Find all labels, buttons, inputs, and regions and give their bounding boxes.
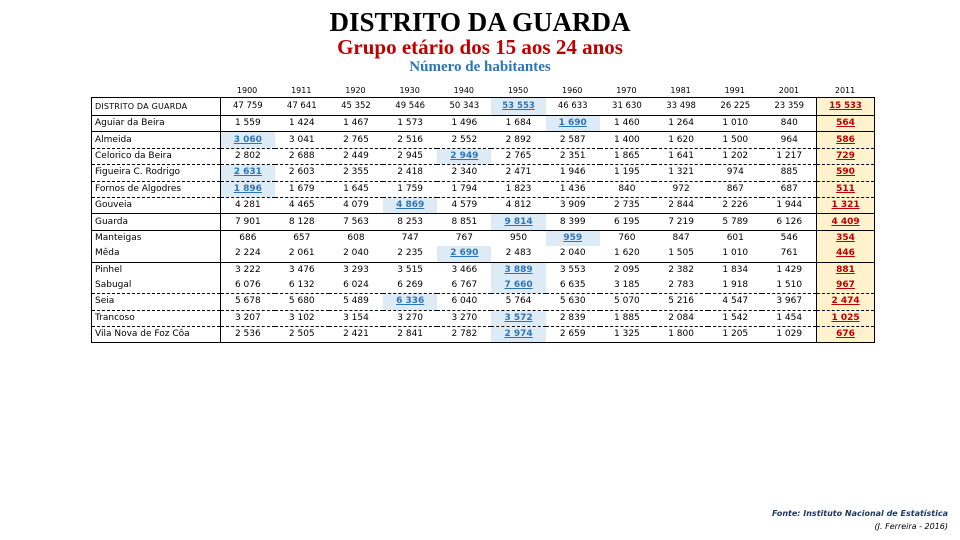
- row-value: 47 759: [221, 98, 275, 116]
- row-value: 840: [600, 181, 654, 197]
- table-row: [92, 327, 875, 343]
- row-value: 6 024: [329, 278, 383, 294]
- row-name: Trancoso: [92, 310, 221, 326]
- row-value: 7 660: [491, 278, 545, 294]
- row-value: 3 967: [762, 294, 816, 310]
- row-value: 5 216: [654, 294, 708, 310]
- row-name: Guarda: [92, 214, 221, 230]
- source-note: [772, 509, 948, 531]
- table-row: [92, 230, 875, 246]
- row-value: 6 126: [762, 214, 816, 230]
- row-value: 1 542: [708, 310, 762, 326]
- row-value: 3 041: [275, 132, 329, 148]
- row-value: 676: [817, 327, 875, 343]
- row-value: 6 040: [437, 294, 491, 310]
- row-value: 1 505: [654, 246, 708, 262]
- row-name: Sabugal: [92, 278, 221, 294]
- row-value: 1 454: [762, 310, 816, 326]
- row-value: 2 839: [546, 310, 600, 326]
- row-value: 2 587: [546, 132, 600, 148]
- row-value: 2 226: [708, 197, 762, 213]
- row-value: 6 076: [221, 278, 275, 294]
- row-value: 3 572: [491, 310, 545, 326]
- row-value: 511: [817, 181, 875, 197]
- row-value: 608: [347, 232, 365, 243]
- row-value: 2 631: [221, 165, 275, 181]
- row-name: Almeida: [92, 132, 221, 148]
- row-value: 761: [762, 246, 816, 262]
- row-value: 31 630: [600, 98, 654, 116]
- row-name: Figueira C. Rodrigo: [92, 165, 221, 181]
- row-value: 6 195: [600, 214, 654, 230]
- row-value: 1 645: [329, 181, 383, 197]
- table-row: [92, 310, 875, 326]
- table-row: [92, 181, 875, 197]
- row-value: 5 680: [275, 294, 329, 310]
- row-value: 2 483: [491, 246, 545, 262]
- row-value: 4 812: [491, 197, 545, 213]
- row-value: 3 270: [383, 310, 437, 326]
- row-value: 2 095: [614, 264, 640, 275]
- year-label: 1930: [399, 86, 420, 95]
- row-value: 1 321: [654, 165, 708, 181]
- year-label: 1970: [616, 86, 637, 95]
- row-value: 15 533: [817, 98, 875, 116]
- row-value: 2 688: [275, 148, 329, 164]
- row-value: 1 205: [708, 327, 762, 343]
- row-value: 49 546: [383, 98, 437, 116]
- row-value: 564: [817, 116, 875, 132]
- row-value: 4 079: [329, 197, 383, 213]
- row-value: 2 945: [383, 148, 437, 164]
- row-value: 1 944: [762, 197, 816, 213]
- row-value: 2 735: [600, 197, 654, 213]
- row-value: 2 782: [437, 327, 491, 343]
- row-value: 1 834: [722, 264, 749, 275]
- row-value: 2 892: [491, 132, 545, 148]
- row-value: 2 841: [383, 327, 437, 343]
- row-value: 847: [672, 232, 690, 243]
- row-value: 2 802: [221, 148, 275, 164]
- row-value: 967: [817, 278, 875, 294]
- row-name: Pinhel: [92, 262, 221, 278]
- row-value: 6 269: [383, 278, 437, 294]
- row-name: Gouveia: [92, 197, 221, 213]
- row-value: 3 476: [288, 264, 315, 275]
- row-value: 4 547: [708, 294, 762, 310]
- row-value: 1 202: [708, 148, 762, 164]
- table-row: [92, 278, 875, 294]
- row-value: 50 343: [437, 98, 491, 116]
- row-value: 2 061: [275, 246, 329, 262]
- row-value: 2 340: [437, 165, 491, 181]
- row-value: 5 630: [546, 294, 600, 310]
- row-value: 1 946: [546, 165, 600, 181]
- year-label: 1911: [291, 86, 312, 95]
- row-value: 1 885: [600, 310, 654, 326]
- row-value: 1 325: [600, 327, 654, 343]
- author-text: (J. Ferreira - 2016): [874, 522, 948, 531]
- table-row: [92, 262, 875, 278]
- row-value: 3 222: [234, 264, 261, 275]
- row-value: 3 293: [343, 264, 369, 275]
- row-value: 1 025: [817, 310, 875, 326]
- row-value: 6 767: [437, 278, 491, 294]
- year-label: 1940: [453, 86, 475, 95]
- row-value: 7 563: [329, 214, 383, 230]
- year-header: [220, 85, 874, 97]
- row-value: 7 901: [221, 214, 275, 230]
- year-label: 2011: [834, 86, 856, 95]
- row-value: 2 040: [329, 246, 383, 262]
- row-value: 6 635: [546, 278, 600, 294]
- table-row: [92, 165, 875, 181]
- row-value: 3 185: [600, 278, 654, 294]
- row-value: 3 102: [275, 310, 329, 326]
- row-value: 5 789: [708, 214, 762, 230]
- table-row: [92, 197, 875, 213]
- row-value: 1 794: [437, 181, 491, 197]
- row-value: 1 690: [546, 116, 600, 132]
- row-value: 1 460: [600, 116, 654, 132]
- row-value: 1 429: [776, 264, 803, 275]
- page-title: DISTRITO DA GUARDA: [329, 7, 631, 37]
- row-value: 2 536: [221, 327, 275, 343]
- row-value: 2 040: [546, 246, 600, 262]
- row-value: 2 974: [491, 327, 545, 343]
- row-value: 8 399: [546, 214, 600, 230]
- row-value: 446: [817, 246, 875, 262]
- row-value: 1 918: [708, 278, 762, 294]
- row-value: 4 869: [383, 197, 437, 213]
- year-label: 1920: [345, 86, 366, 95]
- row-value: 1 641: [654, 148, 708, 164]
- row-value: 1 424: [275, 116, 329, 132]
- row-value: 1 496: [437, 116, 491, 132]
- row-value: 657: [293, 232, 311, 243]
- table-row: [92, 214, 875, 230]
- row-name: DISTRITO DA GUARDA: [92, 98, 221, 116]
- row-name: Vila Nova de Foz Côa: [92, 327, 221, 343]
- table-row: [92, 98, 875, 116]
- row-value: 5 070: [600, 294, 654, 310]
- row-value: 586: [817, 132, 875, 148]
- row-value: 2 421: [329, 327, 383, 343]
- row-value: 1 010: [708, 246, 762, 262]
- row-value: 2 418: [383, 165, 437, 181]
- row-value: 2 382: [668, 264, 694, 275]
- row-value: 974: [708, 165, 762, 181]
- year-label: 1900: [236, 86, 258, 95]
- row-value: 1 500: [708, 132, 762, 148]
- row-value: 46 633: [546, 98, 600, 116]
- row-value: 3 515: [397, 264, 424, 275]
- row-value: 2 351: [546, 148, 600, 164]
- row-value: 23 359: [762, 98, 816, 116]
- row-value: 1 679: [275, 181, 329, 197]
- row-value: 3 909: [546, 197, 600, 213]
- row-value: 33 498: [654, 98, 708, 116]
- row-value: 1 400: [600, 132, 654, 148]
- row-value: 2 471: [491, 165, 545, 181]
- row-value: 2 690: [437, 246, 491, 262]
- row-value: 2 516: [383, 132, 437, 148]
- row-name: Celorico da Beira: [92, 148, 221, 164]
- row-value: 6 132: [275, 278, 329, 294]
- population-table: [91, 97, 875, 343]
- row-value: 2 765: [491, 148, 545, 164]
- row-value: 867: [708, 181, 762, 197]
- row-value: 3 060: [221, 132, 275, 148]
- row-value: 1 573: [383, 116, 437, 132]
- row-value: 2 552: [437, 132, 491, 148]
- row-value: 760: [618, 232, 636, 243]
- row-value: 53 553: [491, 98, 545, 116]
- year-label: 1981: [670, 86, 691, 95]
- row-value: 1 264: [654, 116, 708, 132]
- row-value: 687: [762, 181, 816, 197]
- row-name: Aguiar da Beira: [92, 116, 221, 132]
- row-value: 840: [762, 116, 816, 132]
- row-value: 2 603: [275, 165, 329, 181]
- year-label: 1960: [562, 86, 583, 95]
- row-value: 2 505: [275, 327, 329, 343]
- row-value: 1 823: [491, 181, 545, 197]
- row-value: 47 641: [275, 98, 329, 116]
- row-value: 729: [817, 148, 875, 164]
- year-label: 2001: [778, 86, 800, 95]
- row-value: 964: [762, 132, 816, 148]
- row-value: 747: [401, 232, 419, 243]
- row-value: 1 321: [817, 197, 875, 213]
- row-value: 2 765: [329, 132, 383, 148]
- row-value: 972: [654, 181, 708, 197]
- row-value: 601: [726, 232, 744, 243]
- row-value: 1 759: [383, 181, 437, 197]
- row-value: 1 865: [600, 148, 654, 164]
- row-value: 26 225: [708, 98, 762, 116]
- row-value: 590: [817, 165, 875, 181]
- row-value: 8 253: [383, 214, 437, 230]
- row-value: 686: [239, 232, 257, 243]
- row-value: 1 467: [329, 116, 383, 132]
- row-value: 354: [817, 230, 875, 246]
- row-name: Mêda: [92, 246, 221, 262]
- row-value: 6 336: [383, 294, 437, 310]
- row-value: 881: [817, 262, 875, 278]
- row-value: 767: [455, 232, 473, 243]
- row-value: 1 800: [654, 327, 708, 343]
- row-value: 1 559: [221, 116, 275, 132]
- row-value: 8 128: [275, 214, 329, 230]
- row-name: Manteigas: [92, 230, 221, 246]
- row-value: 2 844: [654, 197, 708, 213]
- row-value: 9 814: [491, 214, 545, 230]
- row-value: 2 949: [437, 148, 491, 164]
- row-value: 45 352: [329, 98, 383, 116]
- row-value: 2 355: [329, 165, 383, 181]
- row-value: 2 224: [221, 246, 275, 262]
- table-row: [92, 116, 875, 132]
- table-body: [92, 98, 875, 343]
- source-text: Fonte: Instituto Nacional de Estatística: [771, 509, 948, 518]
- row-value: 2 659: [546, 327, 600, 343]
- row-name: Seia: [92, 294, 221, 310]
- row-value: 8 851: [437, 214, 491, 230]
- row-value: 546: [780, 232, 798, 243]
- row-value: 4 465: [275, 197, 329, 213]
- row-value: 959: [546, 230, 600, 246]
- row-value: 1 620: [600, 246, 654, 262]
- row-value: 2 084: [654, 310, 708, 326]
- page-subtitle-units: Número de habitantes: [409, 59, 551, 75]
- row-value: 3 207: [221, 310, 275, 326]
- row-value: 3 553: [559, 264, 586, 275]
- row-value: 950: [509, 232, 528, 243]
- row-value: 1 896: [221, 181, 275, 197]
- row-value: 7 219: [654, 214, 708, 230]
- row-value: 2 783: [654, 278, 708, 294]
- table-row: [92, 132, 875, 148]
- row-value: 5 764: [491, 294, 545, 310]
- row-value: 3 154: [329, 310, 383, 326]
- table-row: [92, 294, 875, 310]
- row-value: 2 474: [817, 294, 875, 310]
- row-value: 1 436: [546, 181, 600, 197]
- row-name: Fornos de Algodres: [92, 181, 221, 197]
- row-value: 5 678: [221, 294, 275, 310]
- row-value: 1 684: [491, 116, 545, 132]
- row-value: 1 620: [654, 132, 708, 148]
- row-value: 1 510: [762, 278, 816, 294]
- row-value: 3 889: [491, 262, 545, 278]
- row-value: 1 195: [600, 165, 654, 181]
- table-row: [92, 246, 875, 262]
- table-row: [92, 148, 875, 164]
- row-value: 4 409: [817, 214, 875, 230]
- year-label: 1991: [724, 86, 745, 95]
- row-value: 4 281: [221, 197, 275, 213]
- row-value: 1 029: [762, 327, 816, 343]
- year-label: 1950: [507, 86, 529, 95]
- row-value: 885: [762, 165, 816, 181]
- row-value: 2 235: [383, 246, 437, 262]
- row-value: 2 449: [329, 148, 383, 164]
- page-subtitle: Grupo etário dos 15 aos 24 anos: [337, 35, 623, 59]
- row-value: 3 466: [451, 264, 478, 275]
- row-value: 4 579: [437, 197, 491, 213]
- row-value: 5 489: [329, 294, 383, 310]
- row-value: 1 217: [762, 148, 816, 164]
- row-value: 1 010: [708, 116, 762, 132]
- row-value: 3 270: [437, 310, 491, 326]
